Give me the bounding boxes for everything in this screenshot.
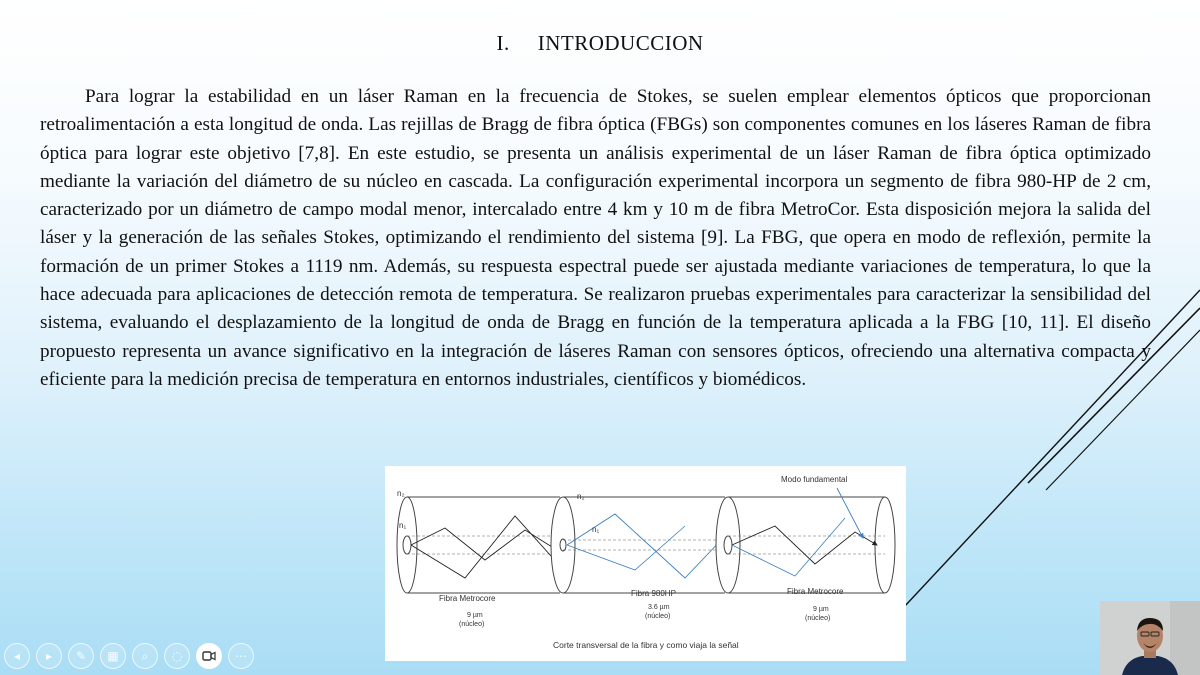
figure-caption: Corte transversal de la fibra y como viaja la señal <box>553 640 739 650</box>
label-n2-mid: n₂ <box>577 492 585 501</box>
presenter-silhouette <box>1100 601 1200 675</box>
more-options-button[interactable] <box>228 643 254 669</box>
right-fiber-segment <box>716 488 895 593</box>
presentation-toolbar <box>4 641 254 671</box>
heading-title: INTRODUCCION <box>537 31 704 55</box>
chevron-left-icon: ◂ <box>13 649 21 663</box>
zoom-button[interactable] <box>132 643 158 669</box>
grid-icon: ▦ <box>107 649 119 663</box>
fiber1-note: (núcleo) <box>459 621 485 628</box>
fiber1-size: 9 µm <box>467 612 483 619</box>
ellipsis-icon: ⋯ <box>235 649 247 663</box>
fiber1-name: Fibra Metrocore <box>439 594 496 603</box>
pointer-icon: ◌ <box>171 649 183 663</box>
introduction-paragraph: Para lograr la estabilidad en un láser Raman en la frecuencia de Stokes, se suelen emplear elementos ópticos que proporcionan retroalimentación a esta longitud de onda. Las rejillas de Bragg de fibra óptica (FBGs) son componentes comunes en los láseres Raman de fibra óptica para lograr este objetivo [7,8]. En este estudio, se presenta un análisis experimental de un láser Raman de fibra óptica optimizado mediante la variación del diámetro de su núcleo en cascada. La configuración experimental incorpora un segmento de fibra 980-HP de 2 cm, caracterizado por un diámetro de campo modal menor, intercalado entre 4 km y 10 m de fibra MetroCor. Esta disposición mejora la salida del láser y la generación de las señales Stokes, optimizando el rendimiento del sistema [9]. La FBG, que opera en modo de reflexión, permite la formación de un primer Stokes a 1119 nm. Además, su respuesta espectral puede ser ajustada mediante variaciones de temperatura, lo que la hace adecuada para aplicaciones de detección remota de temperatura. Se realizaron pruebas experimentales para caracterizar la sensibilidad del sistema, evaluando el desplazamiento de la longitud de onda de Bragg en función de la temperatura aplicada a la FBG [10, 11]. El diseño propuesto representa un avance significativo en la integración de láseres Raman con sensores ópticos, ofreciendo una alternativa compacta y eficiente para la medición precisa de temperatura en entornos industriales, científicos y biomédicos. <box>40 86 1151 390</box>
next-slide-button[interactable] <box>36 643 62 669</box>
camera-icon <box>202 651 216 661</box>
fiber-diagram <box>385 466 906 661</box>
middle-fiber-segment <box>551 497 725 593</box>
fiber3-note: (núcleo) <box>805 615 831 622</box>
presenter-webcam-feed <box>1100 601 1200 675</box>
label-n1-left: n₁ <box>399 521 407 530</box>
modo-fundamental-label: Modo fundamental <box>781 475 848 484</box>
label-n2-left: n₂ <box>397 489 405 498</box>
fiber2-note: (núcleo) <box>645 613 671 620</box>
section-heading <box>0 31 1200 56</box>
fiber3-name: Fibra Metrocore <box>787 587 844 596</box>
fiber-cross-section-figure <box>385 466 906 661</box>
fiber3-size: 9 µm <box>813 606 829 613</box>
label-n1-mid: n₁ <box>592 525 600 534</box>
magnifier-icon: ⌕ <box>141 648 149 663</box>
fiber2-size: 3.6 µm <box>648 604 670 611</box>
pen-tool-button[interactable] <box>68 643 94 669</box>
camera-button[interactable] <box>196 643 222 669</box>
left-fiber-segment <box>397 497 560 593</box>
slide-grid-button[interactable] <box>100 643 126 669</box>
fiber2-name: Fibra 980HP <box>631 589 676 598</box>
laser-pointer-button[interactable] <box>164 643 190 669</box>
heading-number: I. <box>496 31 510 55</box>
previous-slide-button[interactable] <box>4 643 30 669</box>
pen-icon: ✎ <box>75 649 87 663</box>
chevron-right-icon: ▸ <box>45 649 53 663</box>
